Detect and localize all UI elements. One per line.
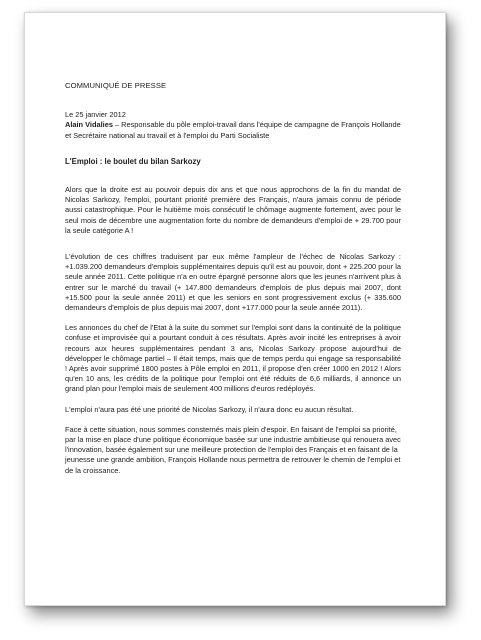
body-paragraph: L'évolution de ces chiffres traduisent par eux même l'ampleur de l'échec de Nicolas Sarkozy : +1.039.200 demandeurs d'emplois supplémentaires depuis qu'il est au pouvoir, dont + 225.200 pour la seule année 2011. Cette politique n'a en outre épargné personne alors que les jeunes n'arrivent plus à entrer sur le marché du travail (+ 147.800 demandeurs d'emplois de plus depuis mai 2007, dont +15.500 pour la seule année 2011) et que les seniors en sont progressivement exclus (+ 335.600 demandeurs d'emplois de plus depuis mai 2007, dont +177.000 pour la seule année 2011). (65, 252, 401, 313)
document-page (24, 12, 446, 606)
author-role: – Responsable du pôle emploi-travail dans l'équipe de campagne de François Hollande et Secrétaire national au travail et à l'emploi du Parti Socialiste (65, 120, 401, 140)
release-header (65, 110, 401, 141)
body-paragraph: Alors que la droite est au pouvoir depuis dix ans et que nous approchons de la fin du mandat de Nicolas Sarkozy, l'emploi, pourtant priorité première des Français, n'aura jamais connu de période aussi catastrophique. Pour le huitième mois consécutif le chômage augmente fortement, avec pour le seul mois de décembre une augmentation forte du nombre de demandeurs d'emploi de + 29.700 pour la seule catégorie A ! (65, 185, 401, 235)
document-type-label: COMMUNIQUÉ DE PRESSE (65, 81, 167, 90)
press-release-headline: L'Emploi : le boulet du bilan Sarkozy (65, 156, 201, 166)
author-line (65, 120, 401, 140)
body-paragraph: Face à cette situation, nous sommes consternés mais plein d'espoir. En faisant de l'emploi sa priorité, par la mise en place d'une politique économique basée sur une industrie ambitieuse qui renouera avec l'innovation, basée également sur une meilleure protection de l'emploi des Français et en faisant de la jeunesse une grande ambition, François Hollande nous permettra de retrouver le chemin de l'emploi et de la croissance. (65, 424, 401, 475)
body-paragraph: L'emploi n'aura pas été une priorité de Nicolas Sarkozy, il n'aura donc eu aucun résultat. (65, 404, 354, 414)
release-date: Le 25 janvier 2012 (65, 110, 126, 120)
author-name: Alain Vidalies (65, 120, 113, 130)
press-release-body (65, 81, 401, 486)
body-paragraph: Les annonces du chef de l'Etat à la suite du sommet sur l'emploi sont dans la continuité de la politique confuse et improvisée qui a pourtant conduit à ces résultats. Après avoir incité les entreprises à avoir recours aux heures supplémentaires pendant 3 ans, Nicolas Sarkozy propose aujourd'hui de développer le chômage partiel – Il était temps, mais que de temps perdu qui engage sa responsabilité ! Après avoir supprimé 1800 postes à Pôle emploi en 2011, il propose d'en créer 1000 en 2012 ! Alors qu'en 10 ans, les crédits de la politique pour l'emploi ont été réduits de 6,6 milliards, il annonce un grand plan pour l'emploi mais de seulement 400 millions d'euros redéployés. (65, 323, 401, 394)
